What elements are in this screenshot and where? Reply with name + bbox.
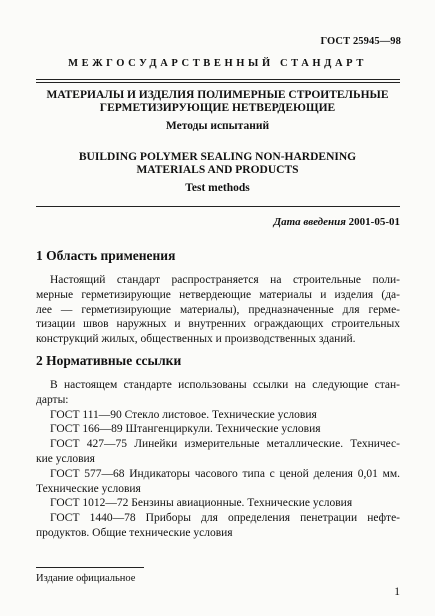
title-ru-line-1: МАТЕРИАЛЫ И ИЗДЕЛИЯ ПОЛИМЕРНЫЕ СТРОИТЕЛЬНЫЕ xyxy=(46,89,389,101)
reference-item: ГОСТ 577—68 Индикаторы часового типа с ценой деления 0,01 мм. xyxy=(50,467,400,480)
effective-date xyxy=(274,216,400,228)
title-en-line-2: MATERIALS AND PRODUCTS xyxy=(136,164,299,176)
reference-item-continuation: кие условия xyxy=(36,452,95,465)
reference-item: ГОСТ 1012—72 Бензины авиационные. Технические условия xyxy=(50,497,353,510)
effective-date-label: Дата введения xyxy=(273,216,346,228)
interstate-standard-banner: МЕЖГОСУДАРСТВЕННЫЙ СТАНДАРТ xyxy=(68,58,367,69)
official-edition-note: Издание официальное xyxy=(36,573,136,584)
scope-line: Настоящий стандарт распространяется на строительные поли- xyxy=(50,274,400,286)
scope-line: тизации швов наружных и внутренних ограждающих строительных xyxy=(36,318,400,331)
scope-paragraph xyxy=(36,273,400,347)
section-heading-normative-references: 2 Нормативные ссылки xyxy=(36,353,182,368)
header-rule-bottom xyxy=(36,82,400,83)
title-russian xyxy=(30,89,405,115)
reference-item: ГОСТ 111—90 Стекло листовое. Технические условия xyxy=(50,408,317,421)
title-divider xyxy=(36,206,400,207)
standard-number: ГОСТ 25945—98 xyxy=(320,36,401,47)
scope-line: конструкций жилых, общественных и производственных зданий. xyxy=(36,333,356,346)
header-rule-top xyxy=(36,79,400,80)
scope-line: мерные герметизирующие нетвердеющие материалы и изделия (да- xyxy=(36,288,400,301)
reference-item: ГОСТ 1440—78 Приборы для определения пенетрации нефте- xyxy=(50,512,400,525)
title-en-line-1: BUILDING POLYMER SEALING NON-HARDENING xyxy=(78,151,357,163)
reference-item: ГОСТ 427—75 Линейки измерительные металлические. Техничес- xyxy=(50,438,400,451)
effective-date-value: 2001-05-01 xyxy=(348,216,400,228)
references-intro-line: В настоящем стандарте использованы ссылки на следующие стан- xyxy=(50,379,400,391)
references-intro-line: дарты: xyxy=(36,393,69,406)
section-heading-scope: 1 Область применения xyxy=(36,248,176,263)
reference-item-continuation: Технические условия xyxy=(36,482,141,495)
title-english xyxy=(30,151,405,177)
page-number: 1 xyxy=(394,586,400,598)
reference-item: ГОСТ 166—89 Штангенциркули. Технические условия xyxy=(50,423,321,436)
reference-item-continuation: продуктов. Общие технические условия xyxy=(36,526,233,539)
subtitle-english: Test methods xyxy=(185,182,250,194)
title-ru-line-2: ГЕРМЕТИЗИРУЮЩИЕ НЕТВЕРДЕЮЩИЕ xyxy=(99,102,336,114)
footer-rule xyxy=(36,567,144,568)
subtitle-russian: Методы испытаний xyxy=(165,120,270,132)
references-block xyxy=(36,378,400,541)
scope-line: лее — герметизирующие материалы), предназначенные для герме- xyxy=(36,303,400,316)
